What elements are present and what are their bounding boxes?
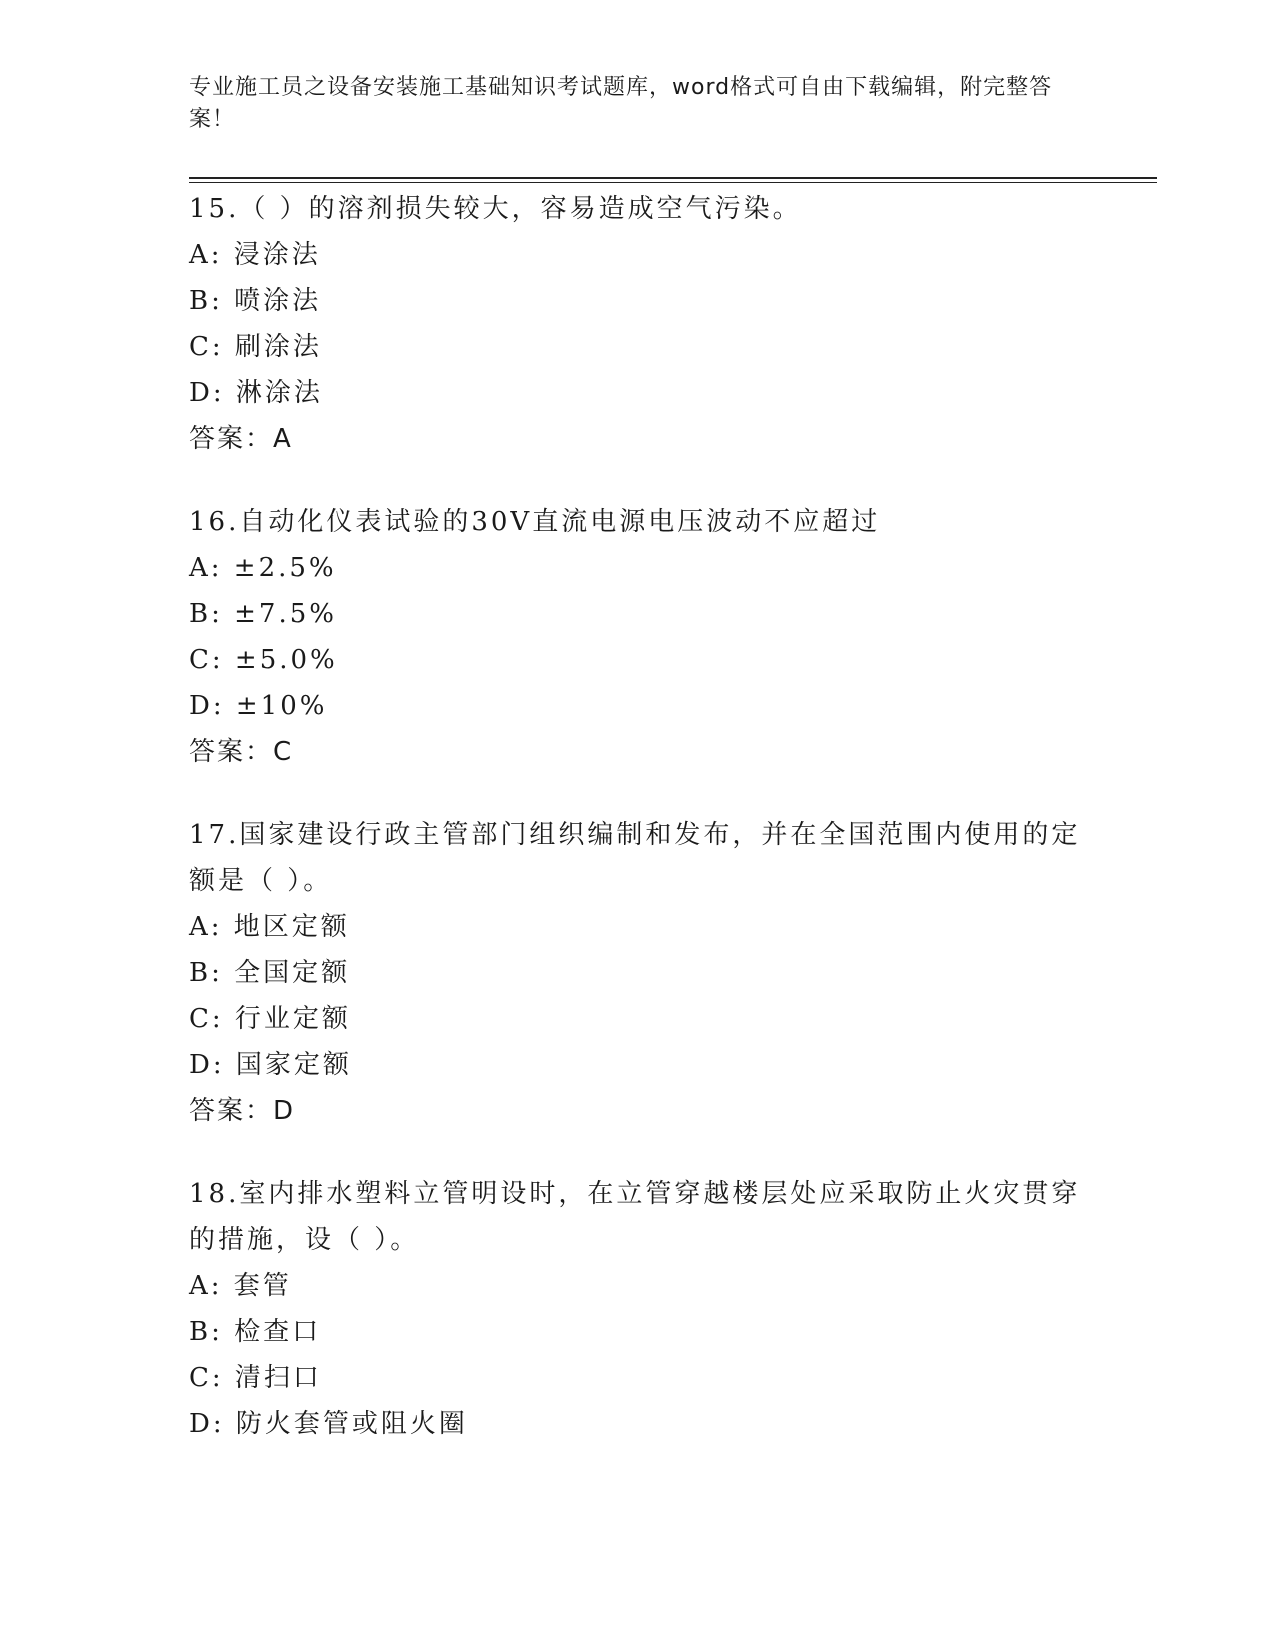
question-stem: 18.室内排水塑料立管明设时，在立管穿越楼层处应采取防止火灾贯穿的措施，设（ ）。 [189,1179,1081,1255]
option-c: C: ±5.0% [189,645,338,675]
document-header: 专业施工员之设备安装施工基础知识考试题库，word格式可自由下载编辑，附完整答案！ [189,75,1053,132]
option-b: B: 喷涂法 [189,286,322,316]
answer-line: 答案：C [189,737,294,767]
option-b: B: 全国定额 [189,958,351,988]
option-a: A: ±2.5% [189,553,337,583]
option-b: B: 检查口 [189,1317,322,1347]
answer-line: 答案：A [189,424,293,454]
header-divider-thin [189,182,1157,183]
header-divider-thick [189,177,1157,179]
question-stem: 15.（ ）的溶剂损失较大，容易造成空气污染。 [189,194,802,224]
option-d: D: 淋涂法 [189,378,323,408]
option-a: A: 地区定额 [189,912,350,942]
option-c: C: 行业定额 [189,1004,351,1034]
option-b: B: ±7.5% [189,599,337,629]
question-stem: 16.自动化仪表试验的30V直流电源电压波动不应超过 [189,507,881,537]
option-c: C: 刷涂法 [189,332,322,362]
question-17 [189,812,1089,1134]
option-d: D: 国家定额 [189,1050,352,1080]
option-d: D: 防火套管或阻火圈 [189,1409,468,1439]
question-stem: 17.国家建设行政主管部门组织编制和发布，并在全国范围内使用的定额是（ ）。 [189,820,1081,896]
question-15 [189,186,1089,462]
option-d: D: ±10% [189,691,328,721]
question-18 [189,1171,1089,1447]
answer-line: 答案：D [189,1096,296,1126]
option-a: A: 浸涂法 [189,240,321,270]
question-16 [189,499,1089,775]
option-a: A: 套管 [189,1271,292,1301]
option-c: C: 清扫口 [189,1363,322,1393]
question-list [189,186,1089,1484]
